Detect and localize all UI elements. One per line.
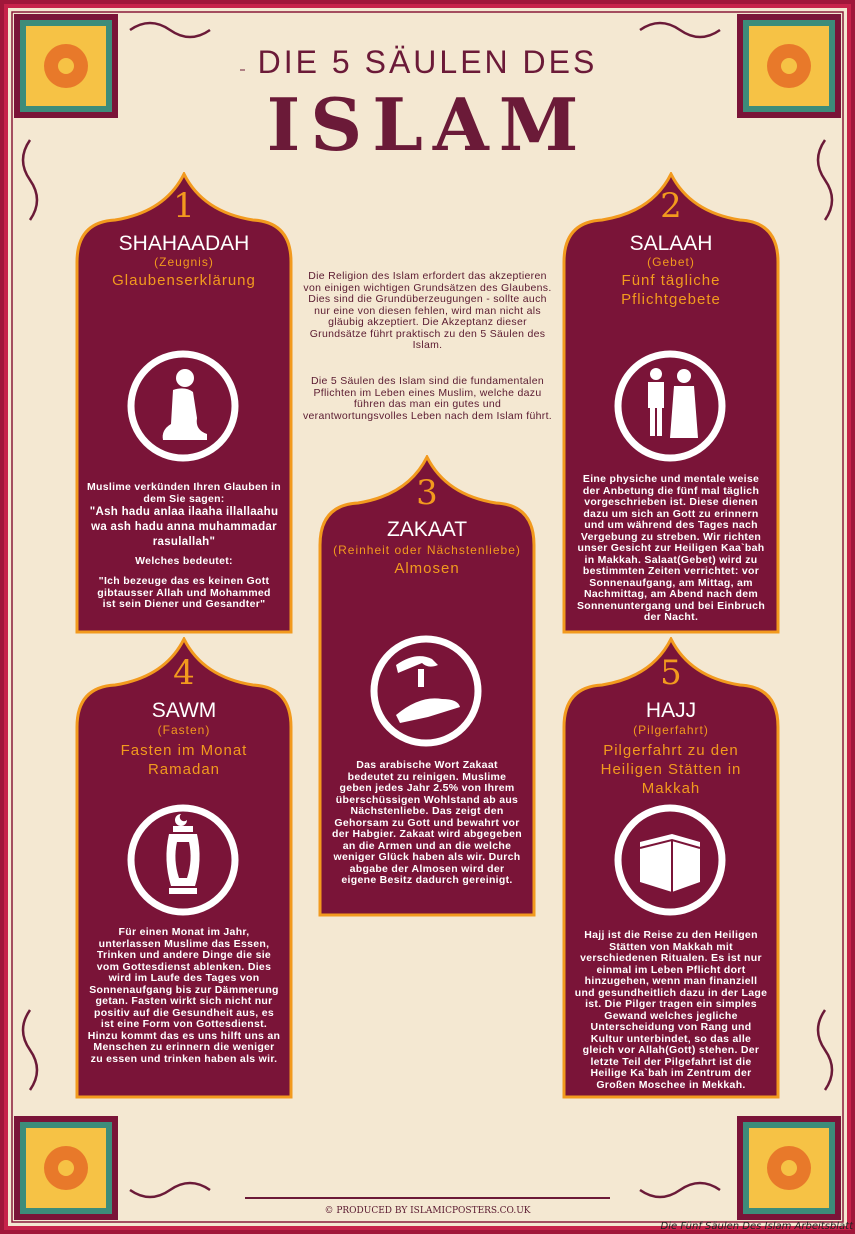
title-line-1: DIE 5 SÄULEN DES	[257, 44, 598, 80]
pillar-title: Glaubenserklärung	[112, 272, 256, 289]
pillar-title: Almosen	[394, 560, 460, 577]
pillar-title: Fünf tägliche Pflichtgebete	[621, 272, 721, 308]
two-people-icon	[612, 348, 728, 464]
intro-paragraph-2: Die 5 Säulen des Islam sind die fundamentalen Pflichten im Leben eines Muslim, welche dazu führen das man ein gutes und verantwortungsvolles Leben nach dem Islam führt.	[302, 375, 553, 422]
pillar-quote: "Ash hadu anlaa ilaaha illallaahu wa ash hadu anna muhammadar rasulallah"	[89, 506, 279, 548]
giving-hands-icon	[368, 633, 484, 749]
pillar-text: Eine physiche und mentale weise der Anbetung die fünf mal täglich vorgeschrieben ist. Diese dienen dazu um sich an Gott zu erinnern und um während des Tages nach Vergebung zu streben. Wir richten unser Gesicht zur Heiligen Kaa`bah in Makkah. Salaat(Gebet) wird zu bestimmten Zeiten verrichtet: vor Sonnenaufgang, am Mittag, am Nachmittag, am Abend nach dem Sonnenuntergang und bei Einbruch der Nacht.	[576, 473, 766, 623]
pillar-text: Muslime verkünden Ihren Glauben in dem Sie sagen:	[87, 481, 281, 505]
pillar-number: 5	[660, 653, 682, 693]
pillar-4-panel	[75, 637, 293, 1099]
pillar-title: Pilgerfahrt zu den Heiligen Stätten in Makkah	[600, 742, 742, 797]
pillar-name: SHAHAADAH	[118, 232, 250, 255]
pillar-text: Für einen Monat im Jahr, unterlassen Muslime das Essen, Trinken und andere Dinge die sie vom Gottesdienst ablenken. Dies wird im Laufe des Tages von Sonnenaufgang bis zur Dämmerung getan. Fasten wirkt sich nicht nur positiv auf die Gesundheit aus, es ist eine Form von Gottesdienst. Hinzu kommt das es uns hilft uns an Menschen zu erinnern die weniger zu essen und trinken haben als wir.	[87, 926, 281, 1065]
pillar-number: 3	[416, 473, 438, 513]
pillar-2-panel	[562, 172, 780, 634]
pillar-subtitle: (Reinheit oder Nächstenliebe)	[333, 543, 521, 557]
title-line-2: ISLAM	[266, 82, 589, 167]
intro-paragraph-1: Die Religion des Islam erfordert das akzeptieren von einigen wichtigen Grundsätzen des Glaubens. Dies sind die Grundüberzeugungen - sollte auch nur eine von diesen fehlen, wird man nicht als gläubig akzeptiert. Die Akzeptanz dieser Grundsätze führt praktisch zu den 5 Säulen des Islam.	[303, 270, 552, 351]
pillar-name: HAJJ	[645, 699, 697, 722]
pillar-text: Hajj ist die Reise zu den Heiligen Stätten von Makkah mit verschiedenen Ritualen. Es ist nur einmal im Leben Pflicht dort hinzugehen, wenn man finanziell und gesundheitlich dazu in der Lage ist. Die Pilger tragen ein simples Gewand welches jegliche Unterscheidung von Rang und Kultur unterbindet, so das alle gleich vor Allah(Gott) stehen. Der letzte Teil der Pilgefahrt ist die Heilige Ka`bah im Zentrum der Großen Moschee in Mekkah.	[574, 929, 768, 1091]
pillar-subtitle: (Fasten)	[157, 723, 211, 737]
praying-person-icon	[125, 348, 241, 464]
pillar-name: SALAAH	[629, 232, 713, 255]
pillar-5-panel	[562, 637, 780, 1099]
pillar-number: 1	[173, 186, 195, 226]
pillar-3-panel	[318, 455, 536, 917]
pillar-text-3: "Ich bezeuge das es keinen Gott gibtausser Allah und Mohammed ist sein Diener und Gesandter"	[97, 575, 271, 610]
pillar-subtitle: (Pilgerfahrt)	[633, 723, 709, 737]
kaaba-icon	[612, 802, 728, 918]
pillar-title: Fasten im Monat Ramadan	[120, 742, 248, 778]
credit-text: © PRODUCED BY ISLAMICPOSTERS.CO.UK	[324, 1206, 531, 1216]
pillar-subtitle: (Gebet)	[647, 255, 695, 269]
pillar-number: 4	[173, 653, 195, 693]
pillar-subtitle: (Zeugnis)	[154, 255, 214, 269]
pillar-name: SAWM	[151, 699, 217, 722]
pillar-name: ZAKAAT	[386, 518, 468, 541]
watermark-text: Die Fünf Säulen Des Islam Arbeitsblatt	[660, 1221, 853, 1232]
pillar-text: Das arabische Wort Zakaat bedeutet zu reinigen. Muslime geben jedes Jahr 2.5% von Ihrem überschüssigen Wohlstand ab aus Nächstenliebe. Das zeigt den Gehorsam zu Gott und bewahrt vor der Habgier. Zakaat wird abgegeben an die Armen und an die welche weniger Glück haben als wir. Durch abgabe der Almosen wird der eigene Besitz dadurch gereinigt.	[332, 759, 522, 886]
lantern-icon	[125, 802, 241, 918]
pillar-number: 2	[660, 186, 682, 226]
pillar-1-panel	[75, 172, 293, 634]
pillar-text-2: Welches bedeutet:	[135, 555, 233, 567]
